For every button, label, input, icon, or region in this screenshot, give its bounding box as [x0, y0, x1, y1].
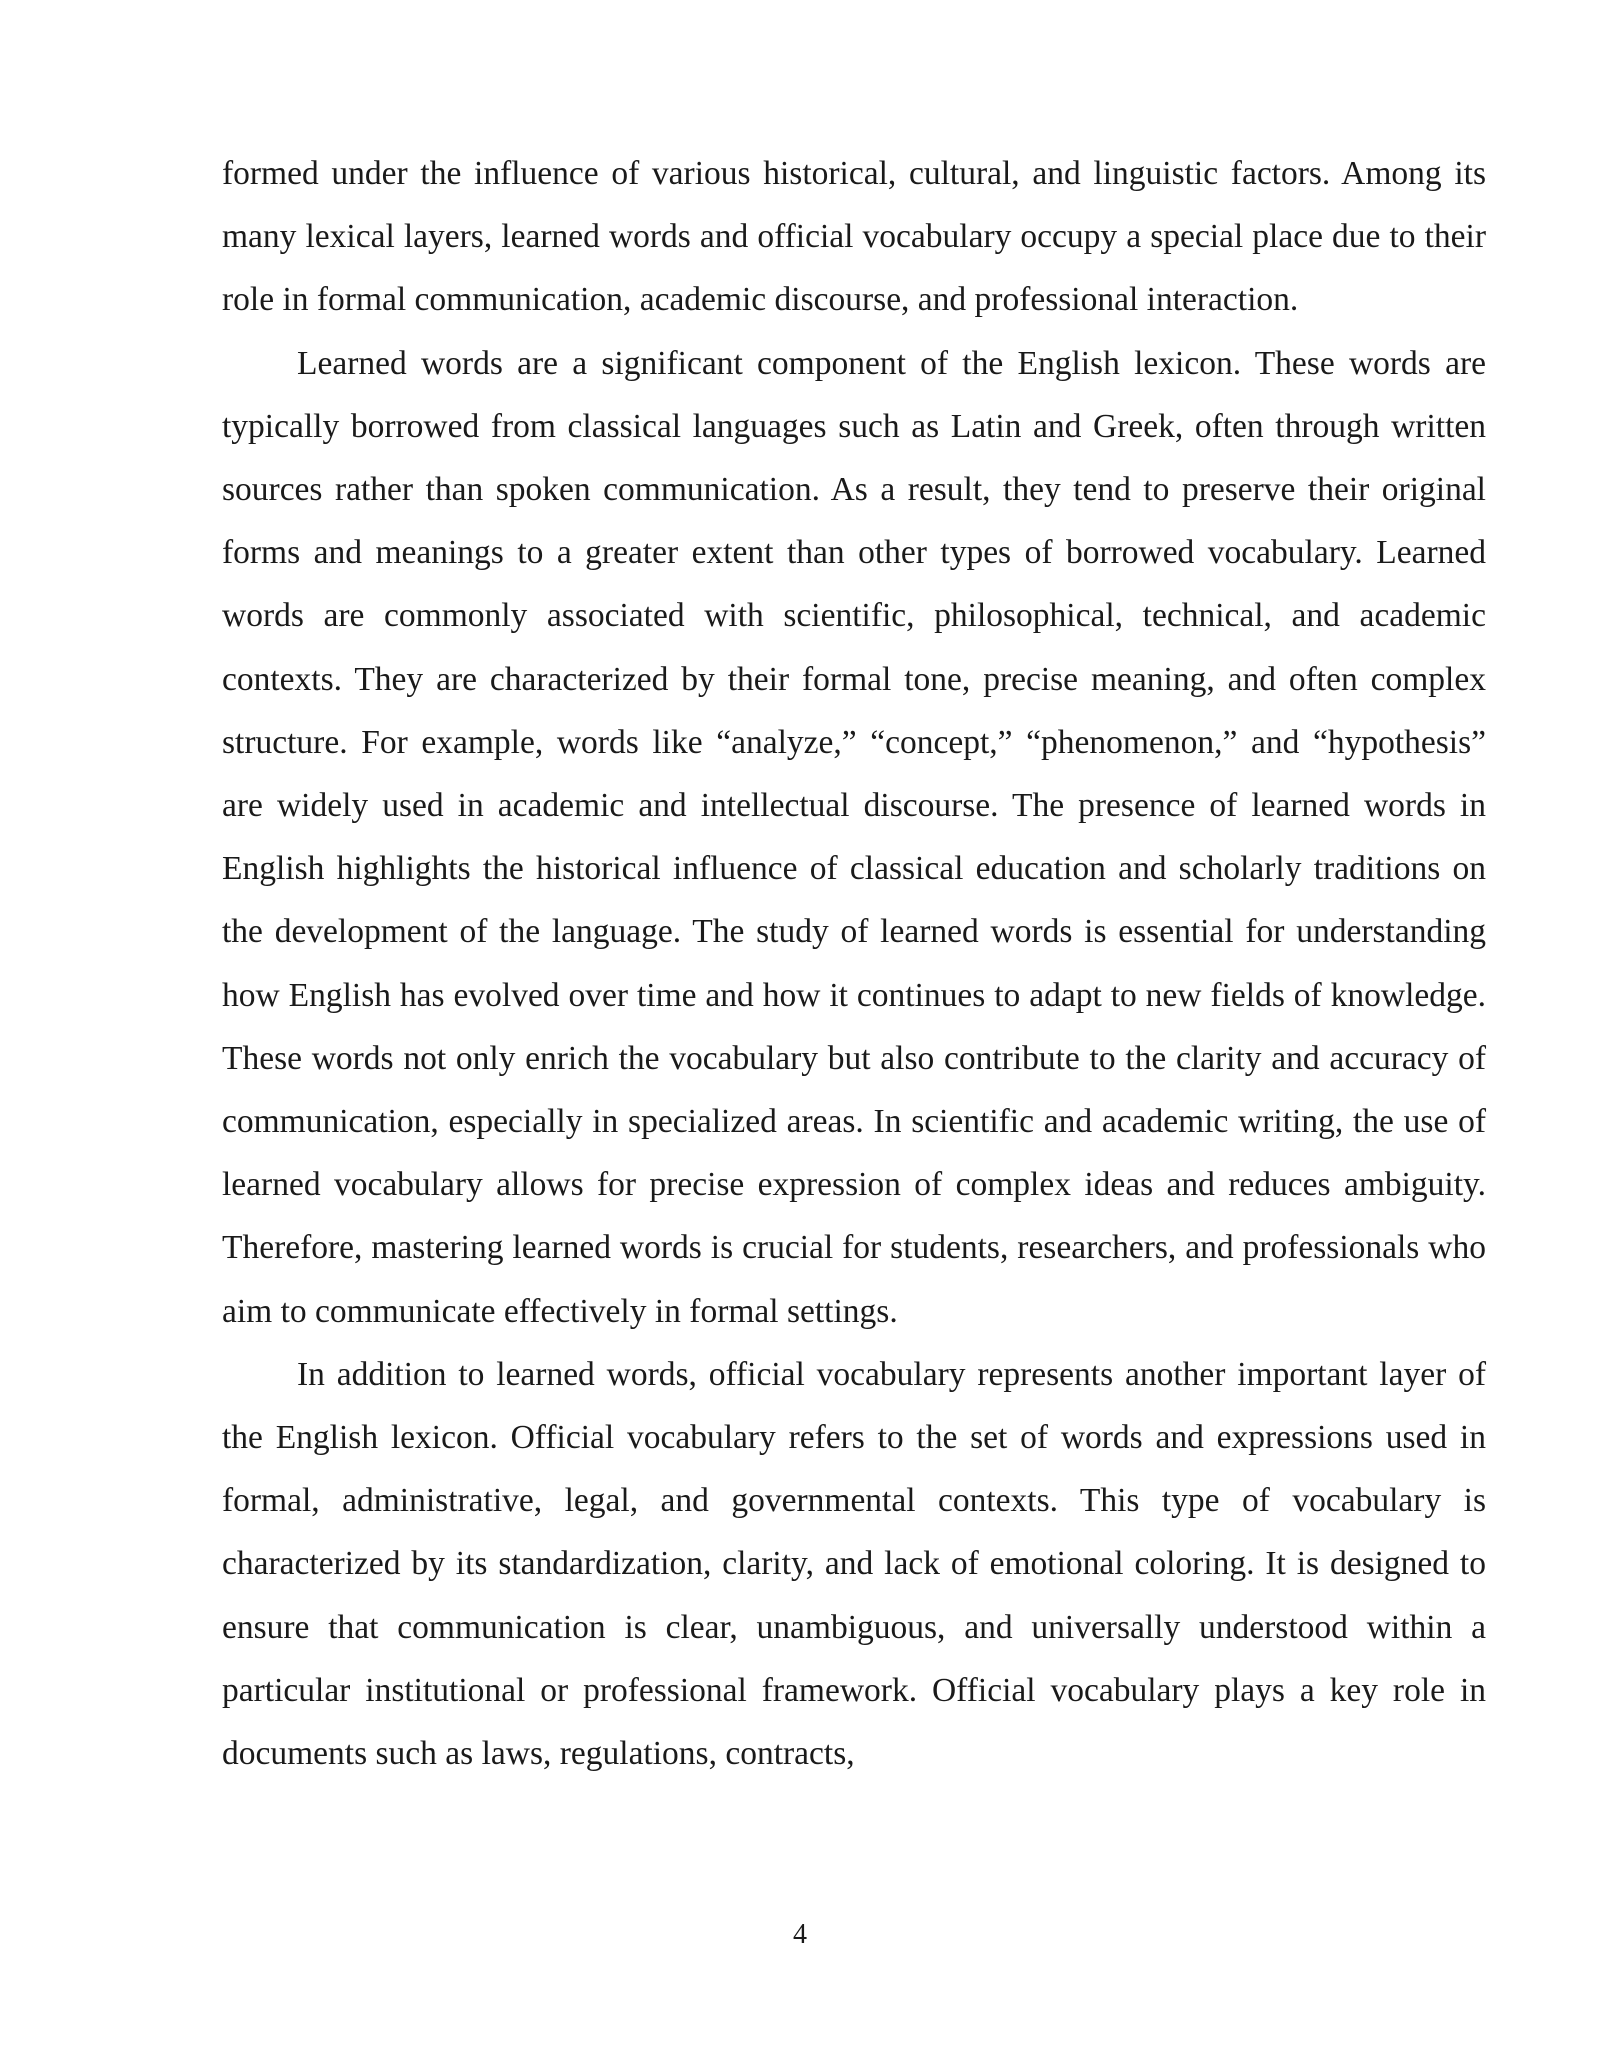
paragraph-continuation: formed under the influence of various historical, cultural, and linguistic factors. Among its many lexical layers, learned words and official vocabulary occupy a special place due to their role in formal communication, academic discourse, and professional interaction.: [222, 155, 1486, 319]
body-text: [222, 142, 1486, 1785]
paragraph-official-vocabulary: In addition to learned words, official vocabulary represents another important layer of the English lexicon. Official vocabulary refers to the set of words and expressions used in formal, administrative, legal, and governmental contexts. This type of vocabulary is characterized by its standardization, clarity, and lack of emotional coloring. It is designed to ensure that communication is clear, unambiguous, and universally understood within a particular institutional or professional framework. Official vocabulary plays a key role in documents such as laws, regulations, contracts,: [222, 1355, 1486, 1773]
page-number: 4: [793, 1919, 807, 1950]
paragraph-learned-words: Learned words are a significant component of the English lexicon. These words are typically borrowed from classical languages such as Latin and Greek, often through written sources rather than spoken communication. As a result, they tend to preserve their original forms and meanings to a greater extent than other types of borrowed vocabulary. Learned words are commonly associated with scientific, philosophical, technical, and academic contexts. They are characterized by their formal tone, precise meaning, and often complex structure. For example, words like “analyze,” “concept,” “phenomenon,” and “hypothesis” are widely used in academic and intellectual discourse. The presence of learned words in English highlights the historical influence of classical education and scholarly traditions on the development of the language. The study of learned words is essential for understanding how English has evolved over time and how it continues to adapt to new fields of knowledge. These words not only enrich the vocabulary but also contribute to the clarity and accuracy of communication, especially in specialized areas. In scientific and academic writing, the use of learned vocabulary allows for precise expression of complex ideas and reduces ambiguity. Therefore, mastering learned words is crucial for students, researchers, and professionals who aim to communicate effectively in formal settings.: [222, 344, 1486, 1330]
